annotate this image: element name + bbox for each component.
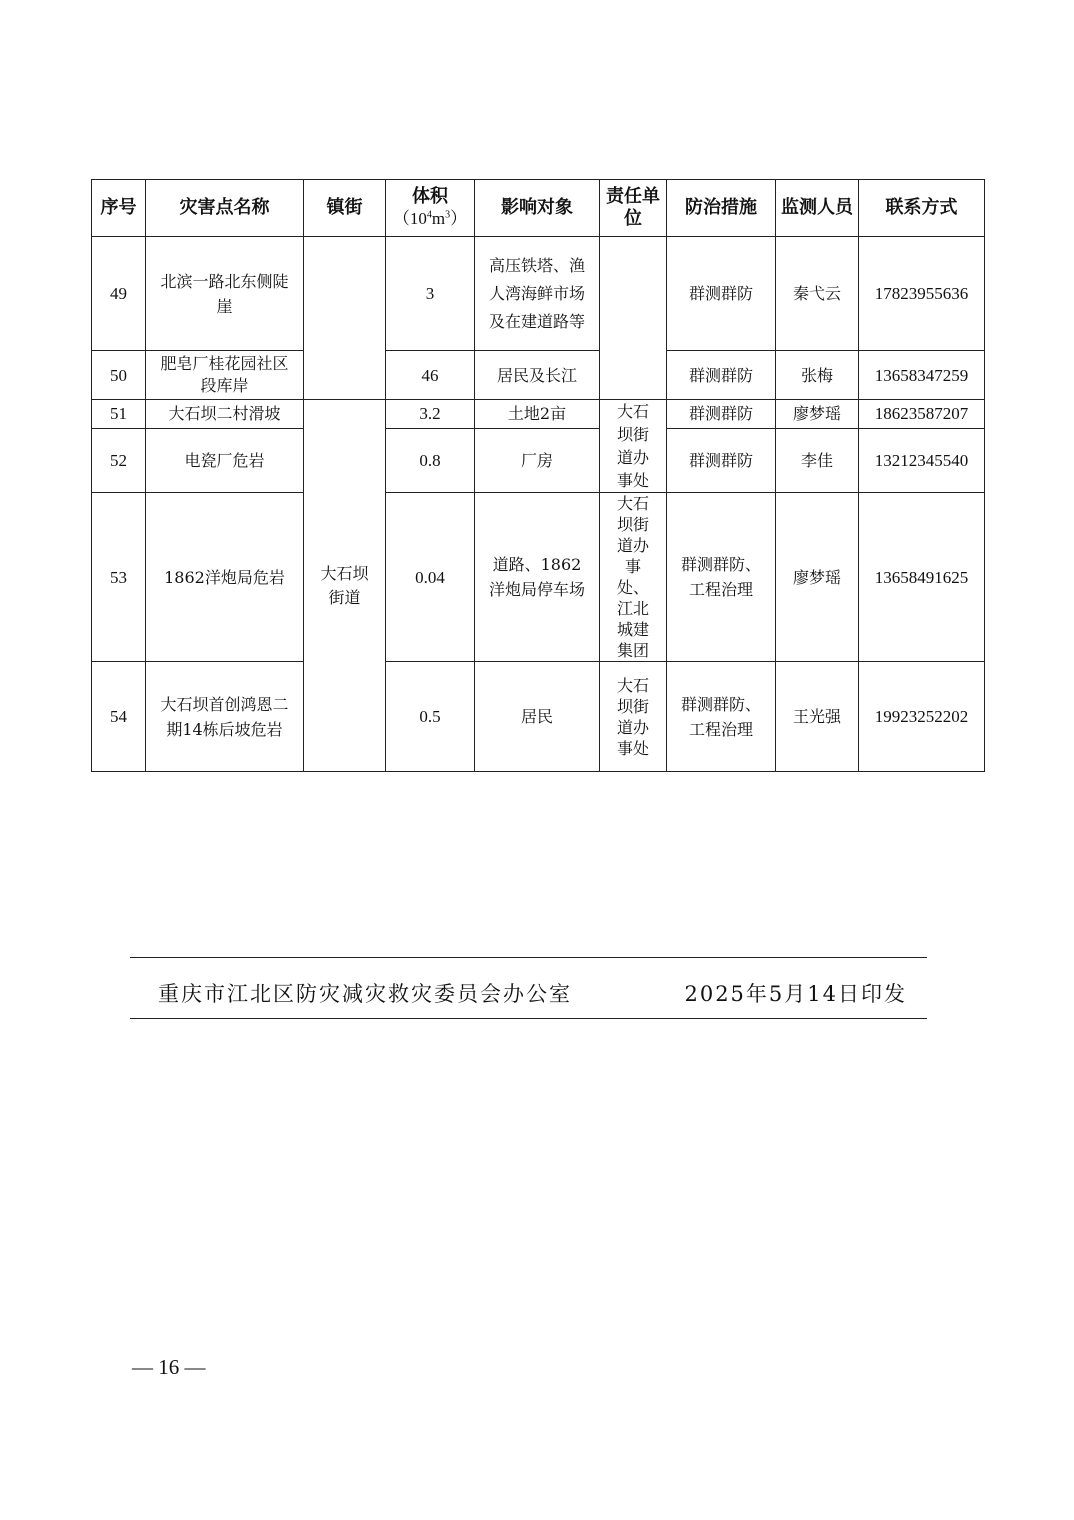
cell-monitor: 王光强 — [776, 662, 859, 772]
cell-seq: 51 — [92, 400, 146, 429]
cell-contact: 17823955636 — [859, 237, 985, 351]
unit-open: （10 — [392, 209, 427, 228]
cell-measures: 群测群防、工程治理 — [667, 493, 776, 662]
cell-town-merged — [304, 400, 386, 772]
header-impact: 影响对象 — [475, 180, 600, 237]
cell-measures: 群测群防 — [667, 351, 776, 400]
cell-name: 北滨一路北东侧陡崖 — [146, 237, 304, 351]
cell-monitor: 李佳 — [776, 428, 859, 492]
header-contact: 联系方式 — [859, 180, 985, 237]
header-measures: 防治措施 — [667, 180, 776, 237]
cell-impact: 居民 — [475, 662, 600, 772]
cell-impact: 居民及长江 — [475, 351, 600, 400]
header-volume — [386, 180, 475, 237]
issuance-footer — [130, 957, 927, 1019]
cell-volume: 3 — [386, 237, 475, 351]
header-monitor: 监测人员 — [776, 180, 859, 237]
cell-town-empty — [304, 237, 386, 400]
cell-responsible: 大石坝街道办事处、江北城建集团 — [600, 493, 667, 662]
cell-contact: 13658347259 — [859, 351, 985, 400]
unit-m: m — [431, 209, 446, 228]
cell-seq: 49 — [92, 237, 146, 351]
cell-measures: 群测群防 — [667, 428, 776, 492]
cell-name: 大石坝二村滑坡 — [146, 400, 304, 429]
cell-monitor: 廖梦瑶 — [776, 400, 859, 429]
cell-name: 1862洋炮局危岩 — [146, 493, 304, 662]
town-text: 大石坝街道 — [320, 563, 369, 607]
table-row — [92, 400, 985, 429]
cell-impact: 高压铁塔、渔人湾海鲜市场及在建道路等 — [475, 237, 600, 351]
cell-contact: 19923252202 — [859, 662, 985, 772]
header-seq: 序号 — [92, 180, 146, 237]
cell-impact: 厂房 — [475, 428, 600, 492]
table-row — [92, 493, 985, 662]
cell-responsible-merged — [600, 400, 667, 493]
cell-measures: 群测群防 — [667, 237, 776, 351]
cell-impact: 道路、1862洋炮局停车场 — [475, 493, 600, 662]
cell-contact: 13212345540 — [859, 428, 985, 492]
responsible-text: 大石坝街道办事处 — [616, 402, 649, 490]
unit-exp-4: 4 — [426, 209, 432, 221]
cell-contact: 18623587207 — [859, 400, 985, 429]
table-row — [92, 351, 985, 400]
table-row — [92, 237, 985, 351]
cell-responsible: 大石坝街道办事处 — [600, 662, 667, 772]
issue-date: 2025年5月14日印发 — [684, 982, 907, 1006]
cell-volume: 46 — [386, 351, 475, 400]
unit-close: ） — [450, 209, 468, 228]
cell-responsible-empty — [600, 237, 667, 400]
header-town: 镇街 — [304, 180, 386, 237]
table-header-row — [92, 180, 985, 237]
cell-measures: 群测群防 — [667, 400, 776, 429]
cell-contact: 13658491625 — [859, 493, 985, 662]
hazard-points-table — [91, 179, 985, 772]
cell-name: 肥皂厂桂花园社区段库岸 — [146, 351, 304, 400]
table-row — [92, 428, 985, 492]
cell-volume: 0.8 — [386, 428, 475, 492]
unit-exp-3: 3 — [445, 209, 451, 221]
cell-seq: 54 — [92, 662, 146, 772]
cell-seq: 50 — [92, 351, 146, 400]
table-row — [92, 662, 985, 772]
cell-monitor: 秦弋云 — [776, 237, 859, 351]
header-volume-label: 体积 — [412, 186, 448, 207]
header-name: 灾害点名称 — [146, 180, 304, 237]
cell-seq: 52 — [92, 428, 146, 492]
issuing-office: 重庆市江北区防灾减灾救灾委员会办公室 — [158, 982, 572, 1006]
header-volume-unit — [390, 208, 470, 230]
cell-volume: 3.2 — [386, 400, 475, 429]
cell-name: 电瓷厂危岩 — [146, 428, 304, 492]
cell-seq: 53 — [92, 493, 146, 662]
cell-volume: 0.5 — [386, 662, 475, 772]
cell-impact: 土地2亩 — [475, 400, 600, 429]
cell-volume: 0.04 — [386, 493, 475, 662]
cell-measures: 群测群防、工程治理 — [667, 662, 776, 772]
cell-name: 大石坝首创鸿恩二期14栋后坡危岩 — [146, 662, 304, 772]
cell-monitor: 张梅 — [776, 351, 859, 400]
cell-monitor: 廖梦瑶 — [776, 493, 859, 662]
header-responsible: 责任单位 — [600, 180, 667, 237]
page-number: — 16 — — [132, 1355, 206, 1379]
